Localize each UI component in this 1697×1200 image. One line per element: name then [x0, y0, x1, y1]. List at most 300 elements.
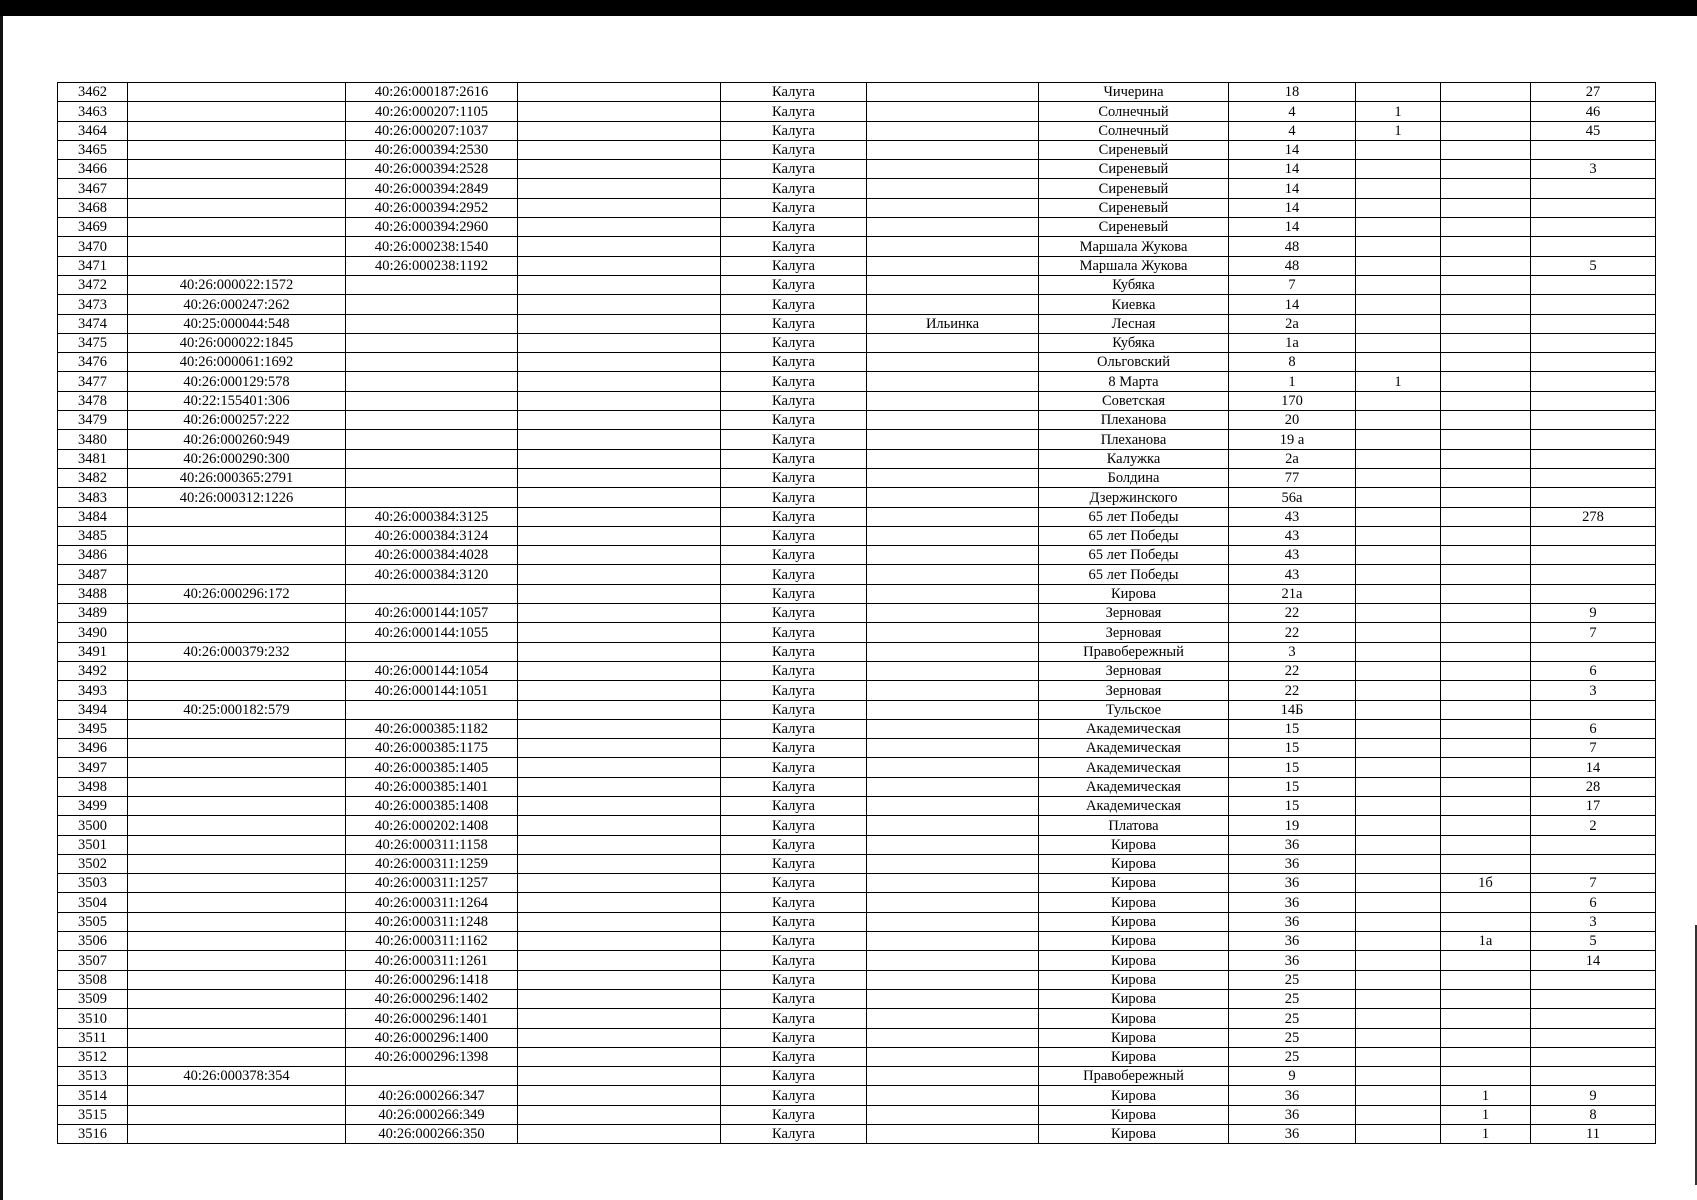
city-cell: Калуга: [721, 449, 867, 468]
building-cadastral-cell: [346, 353, 518, 372]
block-cell: [1441, 83, 1531, 102]
house-number-cell: 1: [1229, 372, 1356, 391]
street-cell: Солнечный: [1039, 121, 1229, 140]
block-cell: [1441, 758, 1531, 777]
parcel-cadastral-cell: [128, 140, 346, 159]
building-cell: [1356, 989, 1441, 1008]
block-cell: [1441, 816, 1531, 835]
building-cadastral-cell: 40:26:000394:2960: [346, 218, 518, 237]
house-number-cell: 4: [1229, 121, 1356, 140]
city-cell: Калуга: [721, 411, 867, 430]
empty-cell: [518, 102, 721, 121]
empty-cell: [518, 391, 721, 410]
building-cell: 1: [1356, 121, 1441, 140]
registry-table: [57, 82, 1656, 1144]
locality-cell: Ильинка: [867, 314, 1039, 333]
building-cell: [1356, 1105, 1441, 1124]
house-number-cell: 14Б: [1229, 700, 1356, 719]
table-row: [58, 546, 1656, 565]
apartment-cell: [1531, 989, 1656, 1008]
parcel-cadastral-cell: [128, 565, 346, 584]
building-cadastral-cell: 40:26:000394:2952: [346, 198, 518, 217]
parcel-cadastral-cell: [128, 796, 346, 815]
city-cell: Калуга: [721, 912, 867, 931]
building-cadastral-cell: [346, 372, 518, 391]
parcel-cadastral-cell: 40:25:000182:579: [128, 700, 346, 719]
building-cadastral-cell: 40:26:000385:1175: [346, 739, 518, 758]
building-cadastral-cell: 40:26:000202:1408: [346, 816, 518, 835]
row-number-cell: 3502: [58, 854, 128, 873]
apartment-cell: [1531, 430, 1656, 449]
locality-cell: [867, 140, 1039, 159]
locality-cell: [867, 1125, 1039, 1144]
house-number-cell: 22: [1229, 661, 1356, 680]
locality-cell: [867, 218, 1039, 237]
empty-cell: [518, 642, 721, 661]
building-cell: [1356, 816, 1441, 835]
row-number-cell: 3479: [58, 411, 128, 430]
block-cell: [1441, 237, 1531, 256]
house-number-cell: 25: [1229, 1009, 1356, 1028]
table-row: [58, 102, 1656, 121]
street-cell: Кирова: [1039, 1009, 1229, 1028]
table-row: [58, 488, 1656, 507]
house-number-cell: 56а: [1229, 488, 1356, 507]
row-number-cell: 3505: [58, 912, 128, 931]
parcel-cadastral-cell: [128, 237, 346, 256]
parcel-cadastral-cell: 40:26:000260:949: [128, 430, 346, 449]
block-cell: [1441, 102, 1531, 121]
street-cell: Правобережный: [1039, 1067, 1229, 1086]
house-number-cell: 25: [1229, 1028, 1356, 1047]
locality-cell: [867, 777, 1039, 796]
apartment-cell: [1531, 854, 1656, 873]
street-cell: Сиреневый: [1039, 140, 1229, 159]
building-cadastral-cell: 40:26:000384:3124: [346, 526, 518, 545]
empty-cell: [518, 468, 721, 487]
block-cell: [1441, 1067, 1531, 1086]
street-cell: Кирова: [1039, 970, 1229, 989]
house-number-cell: 20: [1229, 411, 1356, 430]
locality-cell: [867, 584, 1039, 603]
row-number-cell: 3516: [58, 1125, 128, 1144]
parcel-cadastral-cell: [128, 1105, 346, 1124]
city-cell: Калуга: [721, 642, 867, 661]
empty-cell: [518, 411, 721, 430]
street-cell: Академическая: [1039, 739, 1229, 758]
row-number-cell: 3467: [58, 179, 128, 198]
street-cell: Кирова: [1039, 989, 1229, 1008]
block-cell: [1441, 372, 1531, 391]
building-cell: [1356, 391, 1441, 410]
block-cell: [1441, 584, 1531, 603]
parcel-cadastral-cell: 40:26:000061:1692: [128, 353, 346, 372]
row-number-cell: 3490: [58, 623, 128, 642]
table-row: [58, 140, 1656, 159]
empty-cell: [518, 353, 721, 372]
table-row: [58, 1086, 1656, 1105]
row-number-cell: 3504: [58, 893, 128, 912]
locality-cell: [867, 874, 1039, 893]
street-cell: Кирова: [1039, 1125, 1229, 1144]
table-row: [58, 893, 1656, 912]
building-cadastral-cell: [346, 314, 518, 333]
building-cadastral-cell: 40:26:000296:1418: [346, 970, 518, 989]
building-cadastral-cell: 40:26:000144:1051: [346, 681, 518, 700]
building-cell: [1356, 854, 1441, 873]
building-cell: [1356, 739, 1441, 758]
locality-cell: [867, 121, 1039, 140]
table-row: [58, 507, 1656, 526]
building-cell: [1356, 1009, 1441, 1028]
parcel-cadastral-cell: [128, 179, 346, 198]
block-cell: [1441, 1047, 1531, 1066]
empty-cell: [518, 970, 721, 989]
block-cell: [1441, 796, 1531, 815]
city-cell: Калуга: [721, 546, 867, 565]
city-cell: Калуга: [721, 565, 867, 584]
apartment-cell: 11: [1531, 1125, 1656, 1144]
block-cell: [1441, 430, 1531, 449]
city-cell: Калуга: [721, 179, 867, 198]
building-cell: [1356, 430, 1441, 449]
street-cell: Дзержинского: [1039, 488, 1229, 507]
row-number-cell: 3513: [58, 1067, 128, 1086]
parcel-cadastral-cell: [128, 1047, 346, 1066]
table-row: [58, 275, 1656, 294]
apartment-cell: [1531, 218, 1656, 237]
row-number-cell: 3473: [58, 295, 128, 314]
row-number-cell: 3489: [58, 604, 128, 623]
building-cadastral-cell: 40:26:000311:1259: [346, 854, 518, 873]
city-cell: Калуга: [721, 83, 867, 102]
apartment-cell: [1531, 488, 1656, 507]
block-cell: [1441, 739, 1531, 758]
row-number-cell: 3511: [58, 1028, 128, 1047]
locality-cell: [867, 661, 1039, 680]
building-cadastral-cell: 40:26:000311:1248: [346, 912, 518, 931]
table-row: [58, 1028, 1656, 1047]
row-number-cell: 3508: [58, 970, 128, 989]
building-cell: [1356, 623, 1441, 642]
city-cell: Калуга: [721, 816, 867, 835]
building-cadastral-cell: [346, 391, 518, 410]
house-number-cell: 19 а: [1229, 430, 1356, 449]
city-cell: Калуга: [721, 237, 867, 256]
street-cell: Ольговский: [1039, 353, 1229, 372]
house-number-cell: 15: [1229, 777, 1356, 796]
apartment-cell: 5: [1531, 932, 1656, 951]
parcel-cadastral-cell: [128, 198, 346, 217]
locality-cell: [867, 83, 1039, 102]
locality-cell: [867, 739, 1039, 758]
table-row: [58, 932, 1656, 951]
block-cell: [1441, 198, 1531, 217]
city-cell: Калуга: [721, 256, 867, 275]
building-cadastral-cell: [346, 468, 518, 487]
parcel-cadastral-cell: 40:26:000247:262: [128, 295, 346, 314]
city-cell: Калуга: [721, 468, 867, 487]
block-cell: [1441, 565, 1531, 584]
row-number-cell: 3486: [58, 546, 128, 565]
building-cadastral-cell: 40:26:000385:1405: [346, 758, 518, 777]
row-number-cell: 3476: [58, 353, 128, 372]
apartment-cell: [1531, 700, 1656, 719]
block-cell: [1441, 1009, 1531, 1028]
city-cell: Калуга: [721, 951, 867, 970]
block-cell: [1441, 642, 1531, 661]
city-cell: Калуга: [721, 391, 867, 410]
city-cell: Калуга: [721, 1125, 867, 1144]
block-cell: [1441, 546, 1531, 565]
block-cell: [1441, 275, 1531, 294]
street-cell: 65 лет Победы: [1039, 526, 1229, 545]
table-row: [58, 623, 1656, 642]
house-number-cell: 43: [1229, 507, 1356, 526]
parcel-cadastral-cell: 40:26:000378:354: [128, 1067, 346, 1086]
building-cell: [1356, 874, 1441, 893]
parcel-cadastral-cell: [128, 970, 346, 989]
row-number-cell: 3506: [58, 932, 128, 951]
city-cell: Калуга: [721, 526, 867, 545]
empty-cell: [518, 835, 721, 854]
parcel-cadastral-cell: 40:22:155401:306: [128, 391, 346, 410]
table-row: [58, 83, 1656, 102]
row-number-cell: 3478: [58, 391, 128, 410]
house-number-cell: 36: [1229, 932, 1356, 951]
locality-cell: [867, 604, 1039, 623]
table-row: [58, 237, 1656, 256]
building-cadastral-cell: [346, 488, 518, 507]
house-number-cell: 18: [1229, 83, 1356, 102]
building-cell: [1356, 1086, 1441, 1105]
table-row: [58, 1047, 1656, 1066]
house-number-cell: 36: [1229, 951, 1356, 970]
street-cell: Академическая: [1039, 777, 1229, 796]
row-number-cell: 3475: [58, 333, 128, 352]
locality-cell: [867, 507, 1039, 526]
city-cell: Калуга: [721, 796, 867, 815]
table-row: [58, 1105, 1656, 1124]
street-cell: Зерновая: [1039, 623, 1229, 642]
empty-cell: [518, 333, 721, 352]
city-cell: Калуга: [721, 970, 867, 989]
parcel-cadastral-cell: [128, 835, 346, 854]
empty-cell: [518, 989, 721, 1008]
building-cell: [1356, 951, 1441, 970]
locality-cell: [867, 912, 1039, 931]
row-number-cell: 3507: [58, 951, 128, 970]
empty-cell: [518, 1125, 721, 1144]
locality-cell: [867, 237, 1039, 256]
apartment-cell: [1531, 1047, 1656, 1066]
empty-cell: [518, 488, 721, 507]
parcel-cadastral-cell: [128, 623, 346, 642]
table-row: [58, 604, 1656, 623]
row-number-cell: 3514: [58, 1086, 128, 1105]
empty-cell: [518, 796, 721, 815]
table-row: [58, 739, 1656, 758]
row-number-cell: 3494: [58, 700, 128, 719]
table-row: [58, 584, 1656, 603]
block-cell: 1б: [1441, 874, 1531, 893]
locality-cell: [867, 623, 1039, 642]
block-cell: [1441, 160, 1531, 179]
row-number-cell: 3468: [58, 198, 128, 217]
building-cadastral-cell: 40:26:000385:1182: [346, 719, 518, 738]
street-cell: Кирова: [1039, 854, 1229, 873]
table-row: [58, 970, 1656, 989]
apartment-cell: [1531, 333, 1656, 352]
building-cadastral-cell: 40:26:000311:1264: [346, 893, 518, 912]
building-cadastral-cell: 40:26:000296:1400: [346, 1028, 518, 1047]
building-cadastral-cell: 40:26:000311:1162: [346, 932, 518, 951]
locality-cell: [867, 1028, 1039, 1047]
house-number-cell: 8: [1229, 353, 1356, 372]
empty-cell: [518, 1028, 721, 1047]
house-number-cell: 36: [1229, 1086, 1356, 1105]
empty-cell: [518, 275, 721, 294]
city-cell: Калуга: [721, 739, 867, 758]
apartment-cell: [1531, 411, 1656, 430]
street-cell: Болдина: [1039, 468, 1229, 487]
building-cell: [1356, 83, 1441, 102]
building-cell: [1356, 179, 1441, 198]
house-number-cell: 9: [1229, 1067, 1356, 1086]
locality-cell: [867, 333, 1039, 352]
locality-cell: [867, 546, 1039, 565]
empty-cell: [518, 160, 721, 179]
table-row: [58, 700, 1656, 719]
house-number-cell: 14: [1229, 179, 1356, 198]
building-cell: [1356, 1047, 1441, 1066]
apartment-cell: 9: [1531, 604, 1656, 623]
building-cell: [1356, 932, 1441, 951]
table-row: [58, 1009, 1656, 1028]
table-row: [58, 256, 1656, 275]
locality-cell: [867, 430, 1039, 449]
block-cell: [1441, 411, 1531, 430]
street-cell: Киевка: [1039, 295, 1229, 314]
empty-cell: [518, 1047, 721, 1066]
table-row: [58, 372, 1656, 391]
parcel-cadastral-cell: 40:26:000022:1845: [128, 333, 346, 352]
parcel-cadastral-cell: [128, 507, 346, 526]
city-cell: Калуга: [721, 488, 867, 507]
table-row: [58, 449, 1656, 468]
row-number-cell: 3485: [58, 526, 128, 545]
city-cell: Калуга: [721, 893, 867, 912]
building-cell: [1356, 275, 1441, 294]
city-cell: Калуга: [721, 1086, 867, 1105]
row-number-cell: 3501: [58, 835, 128, 854]
block-cell: [1441, 468, 1531, 487]
block-cell: [1441, 951, 1531, 970]
apartment-cell: [1531, 835, 1656, 854]
registry-table-body: [58, 83, 1656, 1144]
locality-cell: [867, 102, 1039, 121]
row-number-cell: 3464: [58, 121, 128, 140]
house-number-cell: 14: [1229, 160, 1356, 179]
city-cell: Калуга: [721, 372, 867, 391]
building-cadastral-cell: 40:26:000384:3125: [346, 507, 518, 526]
row-number-cell: 3512: [58, 1047, 128, 1066]
building-cell: [1356, 526, 1441, 545]
building-cadastral-cell: 40:26:000394:2849: [346, 179, 518, 198]
apartment-cell: 9: [1531, 1086, 1656, 1105]
locality-cell: [867, 372, 1039, 391]
building-cadastral-cell: 40:26:000385:1401: [346, 777, 518, 796]
house-number-cell: 48: [1229, 237, 1356, 256]
apartment-cell: [1531, 565, 1656, 584]
street-cell: Платова: [1039, 816, 1229, 835]
parcel-cadastral-cell: [128, 719, 346, 738]
building-cadastral-cell: [346, 449, 518, 468]
row-number-cell: 3499: [58, 796, 128, 815]
locality-cell: [867, 1105, 1039, 1124]
empty-cell: [518, 314, 721, 333]
empty-cell: [518, 700, 721, 719]
house-number-cell: 25: [1229, 1047, 1356, 1066]
locality-cell: [867, 1047, 1039, 1066]
apartment-cell: 14: [1531, 951, 1656, 970]
building-cadastral-cell: 40:26:000266:349: [346, 1105, 518, 1124]
empty-cell: [518, 874, 721, 893]
street-cell: 65 лет Победы: [1039, 546, 1229, 565]
building-cadastral-cell: 40:26:000144:1054: [346, 661, 518, 680]
apartment-cell: 7: [1531, 874, 1656, 893]
parcel-cadastral-cell: [128, 256, 346, 275]
empty-cell: [518, 1105, 721, 1124]
house-number-cell: 43: [1229, 546, 1356, 565]
empty-cell: [518, 198, 721, 217]
house-number-cell: 14: [1229, 218, 1356, 237]
city-cell: Калуга: [721, 275, 867, 294]
locality-cell: [867, 275, 1039, 294]
city-cell: Калуга: [721, 835, 867, 854]
parcel-cadastral-cell: 40:26:000365:2791: [128, 468, 346, 487]
block-cell: [1441, 854, 1531, 873]
table-row: [58, 642, 1656, 661]
building-cadastral-cell: [346, 411, 518, 430]
building-cadastral-cell: [346, 642, 518, 661]
parcel-cadastral-cell: [128, 912, 346, 931]
house-number-cell: 48: [1229, 256, 1356, 275]
row-number-cell: 3487: [58, 565, 128, 584]
table-row: [58, 681, 1656, 700]
block-cell: [1441, 488, 1531, 507]
table-row: [58, 1067, 1656, 1086]
building-cell: [1356, 661, 1441, 680]
building-cell: [1356, 565, 1441, 584]
house-number-cell: 14: [1229, 198, 1356, 217]
street-cell: Зерновая: [1039, 604, 1229, 623]
city-cell: Калуга: [721, 1028, 867, 1047]
table-row: [58, 796, 1656, 815]
building-cadastral-cell: 40:26:000266:347: [346, 1086, 518, 1105]
street-cell: Кирова: [1039, 951, 1229, 970]
row-number-cell: 3491: [58, 642, 128, 661]
row-number-cell: 3500: [58, 816, 128, 835]
building-cadastral-cell: [346, 333, 518, 352]
parcel-cadastral-cell: [128, 681, 346, 700]
parcel-cadastral-cell: 40:26:000022:1572: [128, 275, 346, 294]
table-row: [58, 430, 1656, 449]
locality-cell: [867, 719, 1039, 738]
building-cell: [1356, 198, 1441, 217]
street-cell: 8 Марта: [1039, 372, 1229, 391]
block-cell: [1441, 623, 1531, 642]
